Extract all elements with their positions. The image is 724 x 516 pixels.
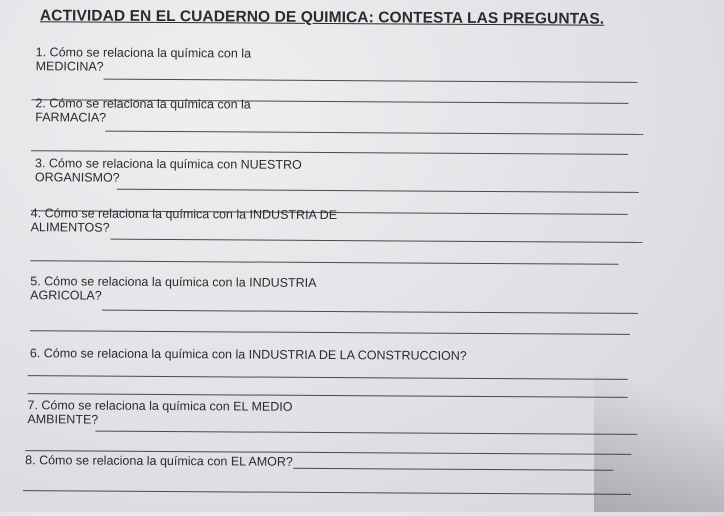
answer-line (31, 150, 628, 155)
question-2-text: 2. Cómo se relaciona la química con la (35, 96, 251, 112)
question-1-topic: MEDICINA? (35, 59, 104, 74)
question-3-text: 3. Cómo se relaciona la química con NUESTRO (34, 156, 302, 172)
answer-line (105, 131, 643, 135)
question-5-topic: AGRICOLA? (30, 288, 102, 303)
question-1-text: 1. Cómo se relaciona la química con la (35, 45, 252, 61)
answer-line (28, 393, 628, 398)
question-3 (35, 156, 302, 186)
answer-line (30, 330, 630, 335)
answer-line (117, 189, 639, 193)
answer-line (102, 310, 638, 314)
question-1 (36, 45, 252, 74)
question-7-text: 7. Cómo se relaciona la química con EL MEDIO (27, 398, 293, 414)
answer-line (30, 260, 618, 265)
answer-line (23, 490, 631, 495)
question-7-topic: AMBIENTE? (27, 412, 99, 427)
answer-line (28, 375, 628, 380)
question-2 (35, 96, 251, 125)
question-2-topic: FARMACIA? (35, 110, 107, 125)
question-5 (30, 274, 316, 304)
question-3-topic: ORGANISMO? (34, 170, 120, 185)
question-8 (25, 453, 293, 469)
question-4-topic: ALIMENTOS? (30, 220, 110, 235)
question-5-text: 5. Cómo se relaciona la química con la INDUSTRIA (30, 274, 317, 290)
question-6 (30, 346, 467, 363)
question-4-text: 4. Cómo se relaciona la química con la INDUSTRIA DE (30, 206, 338, 223)
question-6-text: 6. Cómo se relaciona la química con la INDUSTRIA DE LA CONSTRUCCION? (29, 346, 467, 363)
answer-line (111, 239, 643, 243)
answer-line (293, 468, 613, 471)
answer-line (95, 431, 637, 435)
question-8-text: 8. Cómo se relaciona la química con EL AMOR? (25, 453, 293, 469)
worksheet-title: ACTIVIDAD EN EL CUADERNO DE QUIMICA: CONTESTA LAS PREGUNTAS. (39, 7, 605, 28)
question-7 (27, 398, 292, 428)
answer-line (104, 79, 638, 83)
question-4 (31, 206, 338, 236)
